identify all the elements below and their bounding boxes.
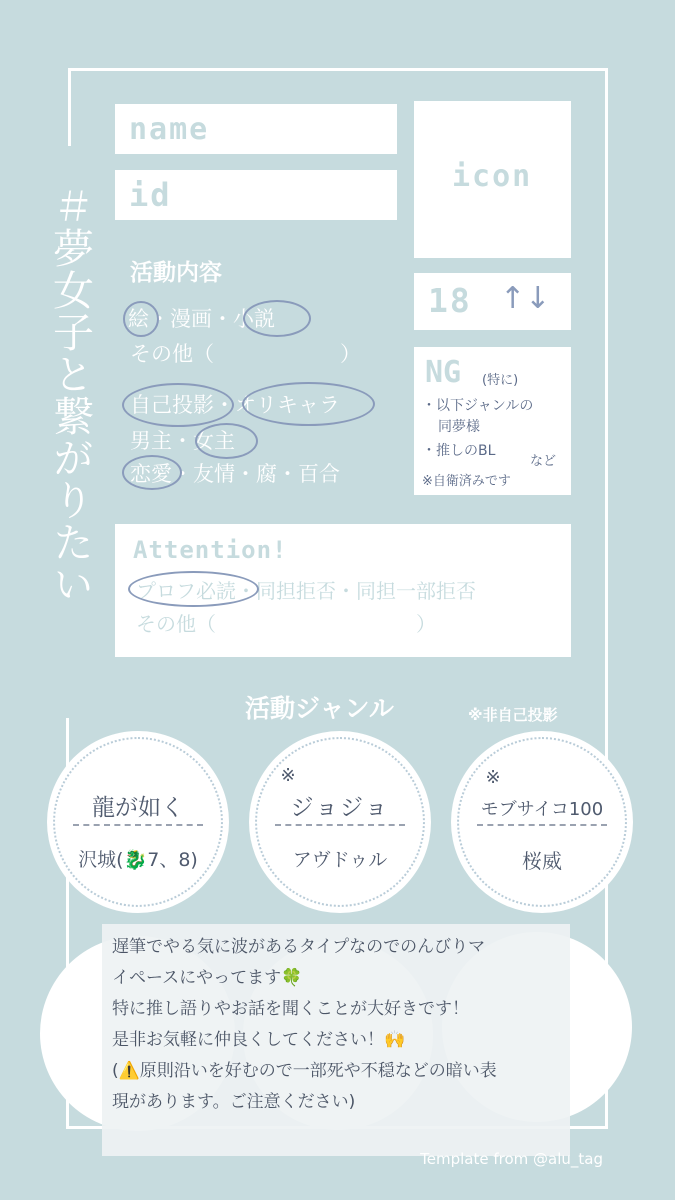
template-credit: Template from @alu_tag: [420, 1150, 603, 1168]
genre-circle-1[interactable]: [47, 731, 229, 913]
ring-read-profile: [128, 571, 259, 607]
ng-box: [414, 347, 571, 495]
ring-novel: [243, 300, 311, 337]
icon-box[interactable]: [414, 101, 571, 258]
attention-line-2: その他（ ）: [136, 612, 436, 636]
ring-romance: [122, 455, 182, 490]
age-value: 18: [428, 281, 472, 320]
free-text-line-2: イペースにやってます🍀: [112, 968, 303, 988]
free-text-line-4: 是非お気軽に仲良くしてください！🙌: [112, 1030, 406, 1050]
activity-row-2: その他（ ）: [130, 342, 361, 366]
genre-1-title: 龍が如く: [92, 795, 184, 821]
option-novel[interactable]: 小説: [233, 307, 275, 331]
ring-self-insert: [122, 383, 234, 427]
option-original-character[interactable]: オリキャラ: [235, 393, 340, 417]
ring-original-character: [242, 382, 375, 426]
attention-title: Attention!: [133, 536, 288, 564]
genre-3-title: モブサイコ100: [480, 799, 604, 820]
activity-title: 活動内容: [130, 260, 222, 286]
free-text-line-3: 特に推し語りやお話を聞くことが大好きです！: [112, 999, 469, 1019]
option-romance[interactable]: 恋愛: [130, 462, 172, 486]
ng-line-3: ・推しのBL: [422, 443, 496, 459]
ng-title: NG: [425, 355, 462, 390]
activity-row-1: 絵・漫画・小説: [128, 307, 275, 331]
age-box: [414, 273, 571, 330]
option-self-insert[interactable]: 自己投影: [130, 393, 214, 417]
ring-picture: [123, 301, 159, 337]
ng-line-1: ・以下ジャンルの: [422, 398, 534, 414]
option-same-fan-refusal[interactable]: ・同担拒否・同担一部拒否: [236, 579, 476, 603]
option-picture[interactable]: 絵: [128, 307, 149, 331]
ring-female-protagonist: [195, 423, 258, 459]
free-text-line-6: 現があります。ご注意ください): [112, 1092, 356, 1112]
id-field[interactable]: [115, 170, 397, 220]
vertical-hashtag: ＃夢女子と繋がりたい: [46, 185, 94, 605]
genre-2-character: アヴドゥル: [292, 849, 388, 871]
option-read-profile[interactable]: プロフ必読: [136, 579, 236, 603]
genre-2-title: ジョジョ: [290, 795, 390, 821]
activity-row-5: 恋愛・友情・腐・百合: [130, 462, 340, 486]
ng-etc: など: [530, 454, 557, 469]
free-text-line-5: (⚠️原則沿いを好むので一部死や不穏などの暗い表: [112, 1061, 497, 1081]
activity-row-4: 男主・女主: [130, 429, 235, 453]
activity-row-3: 自己投影・オリキャラ: [130, 393, 340, 417]
free-text: [112, 932, 572, 1118]
name-field[interactable]: [115, 104, 397, 154]
genre-2-mark: ※: [280, 765, 296, 786]
age-arrows: ↑↓: [500, 281, 551, 316]
ng-line-2: 同夢様: [438, 419, 480, 435]
option-female-protagonist[interactable]: 女主: [193, 429, 235, 453]
ng-suffix: (特に): [482, 373, 519, 388]
genre-circle-2[interactable]: [249, 731, 431, 913]
id-placeholder: id: [129, 176, 172, 214]
name-placeholder: name: [129, 112, 210, 147]
free-text-line-1: 遅筆でやる気に波があるタイプなのでのんびりマ: [112, 937, 486, 957]
option-male-protagonist[interactable]: 男主: [130, 429, 172, 453]
icon-placeholder: icon: [452, 159, 533, 194]
genre-3-character: 桜威: [522, 849, 562, 873]
genre-1-character: 沢城(🐉7、8): [78, 849, 198, 871]
frame-left-upper-line: [68, 68, 71, 146]
genre-note: ※非自己投影: [468, 706, 558, 724]
option-manga[interactable]: 漫画: [170, 307, 212, 331]
genre-3-mark: ※: [485, 767, 501, 788]
genre-circle-3[interactable]: [451, 731, 633, 913]
genre-title: 活動ジャンル: [245, 694, 394, 723]
ng-note: ※自衛済みです: [422, 474, 511, 489]
frame-top-line: [68, 68, 608, 71]
